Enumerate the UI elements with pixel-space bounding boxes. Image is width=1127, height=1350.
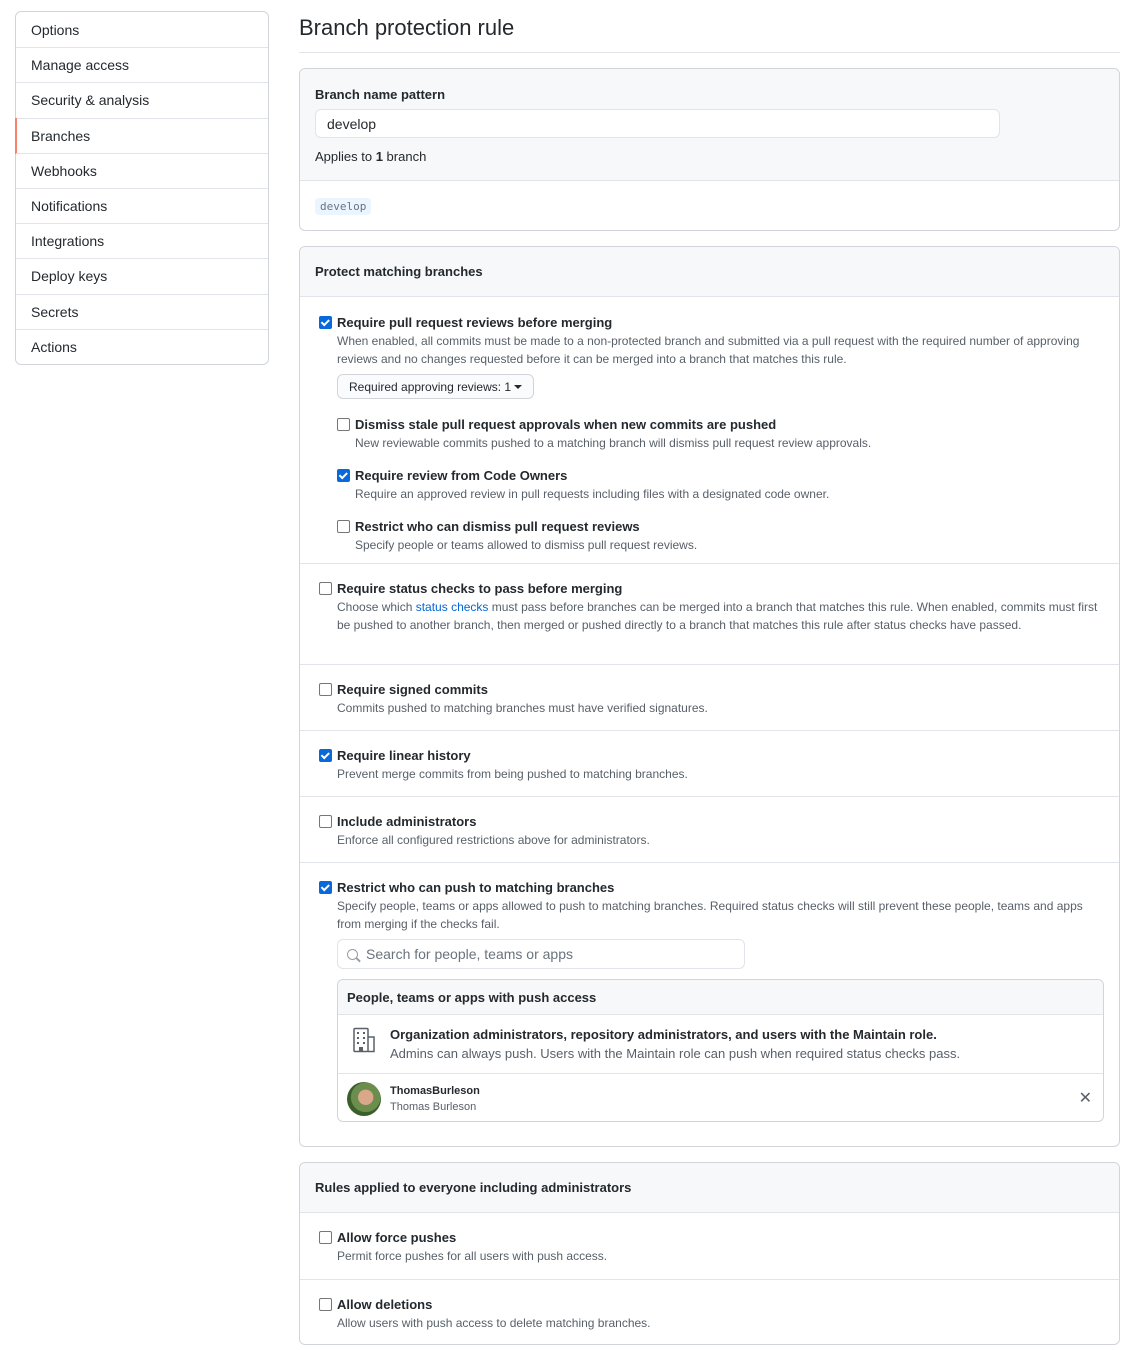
sidebar-item-integrations[interactable]: Integrations [16, 223, 268, 258]
rule-restrict-push [300, 862, 1119, 1146]
matched-branch-tag: develop [315, 198, 371, 215]
user-full-name: Thomas Burleson [390, 1101, 477, 1113]
status-checks-title: Require status checks to pass before merging [337, 581, 623, 596]
restrict-dismiss-desc: Specify people or teams allowed to dismiss pull request reviews. [355, 538, 698, 552]
rule-signed-commits [300, 664, 1119, 730]
search-placeholder: Search for people, teams or apps [366, 946, 574, 962]
rule-restrict-dismiss [337, 518, 1104, 554]
restrict-dismiss-title: Restrict who can dismiss pull request reviews [355, 519, 640, 534]
sidebar-item-manage-access[interactable]: Manage access [16, 47, 268, 82]
status-checks-link[interactable]: status checks [415, 600, 489, 614]
status-checks-desc-after: must pass before branches can be merged into a branch that matches this rule. When enabled, commits must first be pushed to another branch, then merged or pushed directly to a branch that matches this rule after status checks have passed. [337, 600, 1098, 632]
rule-status-checks [300, 563, 1119, 664]
branch-pattern-box [299, 68, 1120, 231]
everyone-header: Rules applied to everyone including administrators [300, 1163, 1119, 1213]
sidebar-item-branches[interactable]: Branches [16, 118, 268, 153]
code-owners-title: Require review from Code Owners [355, 468, 568, 483]
signed-commits-desc: Commits pushed to matching branches must have verified signatures. [337, 701, 708, 715]
restrict-push-desc: Specify people, teams or apps allowed to push to matching branches. Required status checks will still prevent these people, teams and apps from merging if the checks fail. [337, 899, 1083, 931]
push-access-list [337, 979, 1104, 1122]
sidebar-item-options[interactable]: Options [31, 21, 80, 38]
avatar [347, 1082, 381, 1116]
push-access-org-row [338, 1015, 1103, 1073]
signed-commits-checkbox[interactable] [319, 683, 332, 696]
status-checks-checkbox[interactable] [319, 582, 332, 595]
protect-header: Protect matching branches [300, 247, 1119, 297]
sidebar-item-actions[interactable]: Actions [16, 329, 268, 364]
sidebar-item-webhooks[interactable]: Webhooks [16, 153, 268, 188]
push-access-header: People, teams or apps with push access [338, 980, 1103, 1015]
status-checks-desc-before: Choose which [337, 600, 416, 614]
main-content [299, 0, 1120, 1330]
remove-user-close-icon[interactable]: ✕ [1078, 1090, 1092, 1107]
applies-count: 1 [375, 149, 383, 164]
linear-history-desc: Prevent merge commits from being pushed to matching branches. [337, 767, 688, 781]
rule-include-admins [300, 796, 1119, 862]
applies-prefix: Applies to [315, 149, 376, 164]
rule-force-push [300, 1213, 1119, 1279]
sidebar-item-secrets[interactable]: Secrets [16, 294, 268, 329]
search-icon [347, 949, 358, 960]
code-owners-desc: Require an approved review in pull requests including files with a designated code owner. [355, 487, 830, 501]
rule-dismiss-stale [337, 416, 1104, 452]
required-reviews-select[interactable] [337, 374, 534, 399]
dismiss-stale-desc: New reviewable commits pushed to a matching branch will dismiss pull request review approvals. [355, 436, 872, 450]
deletions-desc: Allow users with push access to delete matching branches. [337, 1316, 651, 1330]
include-admins-checkbox[interactable] [319, 815, 332, 828]
push-access-user-row [338, 1073, 1103, 1121]
org-admins-desc: Admins can always push. Users with the Maintain role can push when required status checks pass. [390, 1046, 961, 1061]
force-push-desc: Permit force pushes for all users with push access. [337, 1249, 608, 1263]
restrict-dismiss-checkbox[interactable] [337, 520, 350, 533]
caret-down-icon [514, 385, 522, 389]
everyone-box [299, 1162, 1120, 1345]
branch-pattern-input[interactable] [315, 109, 1000, 138]
force-push-checkbox[interactable] [319, 1231, 332, 1244]
rule-pr-reviews [300, 297, 1119, 563]
deletions-title: Allow deletions [337, 1297, 433, 1312]
required-reviews-label: Required approving reviews: 1 [349, 379, 512, 394]
protect-box [299, 246, 1120, 1147]
status-checks-desc [337, 598, 1104, 634]
rule-code-owners [337, 467, 1104, 503]
deletions-checkbox[interactable] [319, 1298, 332, 1311]
user-login: ThomasBurleson [390, 1085, 480, 1097]
rule-deletions [300, 1279, 1119, 1344]
pr-reviews-title: Require pull request reviews before merging [337, 315, 613, 330]
sidebar-item-security-analysis[interactable]: Security & analysis [16, 82, 268, 117]
pr-reviews-checkbox[interactable] [319, 316, 332, 329]
linear-history-checkbox[interactable] [319, 749, 332, 762]
signed-commits-title: Require signed commits [337, 682, 488, 697]
dismiss-stale-title: Dismiss stale pull request approvals when new commits are pushed [355, 417, 777, 432]
rule-linear-history [300, 730, 1119, 796]
branch-pattern-header [300, 69, 1119, 181]
sidebar-item-deploy-keys[interactable]: Deploy keys [16, 258, 268, 293]
push-access-search-input[interactable] [337, 939, 745, 969]
restrict-push-checkbox[interactable] [319, 881, 332, 894]
dismiss-stale-checkbox[interactable] [337, 418, 350, 431]
branch-pattern-value: develop [327, 115, 377, 132]
linear-history-title: Require linear history [337, 748, 471, 763]
branch-pattern-label: Branch name pattern [315, 87, 446, 102]
restrict-push-title: Restrict who can push to matching branches [337, 880, 615, 895]
sidebar-item-notifications[interactable]: Notifications [16, 188, 268, 223]
organization-icon [352, 1027, 376, 1054]
pr-reviews-desc: When enabled, all commits must be made to a non-protected branch and submitted via a pull request with the required number of approving reviews and no changes requested before it can be merged into a branch that matches this rule. [337, 334, 1080, 366]
org-admins-title: Organization administrators, repository administrators, and users with the Maintain role. [390, 1027, 937, 1042]
settings-sidebar [15, 11, 269, 365]
force-push-title: Allow force pushes [337, 1230, 457, 1245]
code-owners-checkbox[interactable] [337, 469, 350, 482]
include-admins-title: Include administrators [337, 814, 477, 829]
applies-to-text [315, 149, 1104, 164]
applies-suffix: branch [382, 149, 427, 164]
include-admins-desc: Enforce all configured restrictions above for administrators. [337, 833, 650, 847]
page-title: Branch protection rule [299, 0, 1120, 53]
